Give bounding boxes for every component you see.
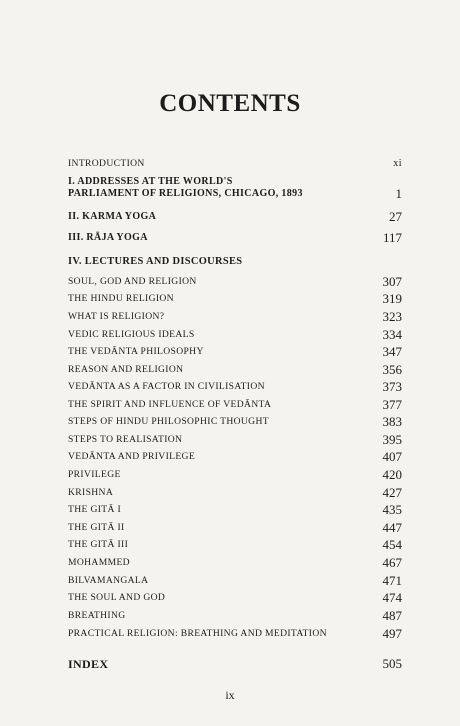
toc-entry-page: 447 <box>382 520 402 535</box>
toc-entry-title: BILVAMANGALA <box>68 575 149 586</box>
toc-entry <box>68 575 402 587</box>
toc-entry-page: 471 <box>382 573 402 588</box>
toc-entry-page: 395 <box>382 432 402 447</box>
toc-entry <box>68 346 402 358</box>
toc-entry-page: 454 <box>382 537 402 552</box>
toc-entry <box>68 176 402 200</box>
toc-entry-page: 383 <box>382 414 402 429</box>
toc-section-heading <box>68 256 402 268</box>
toc-entry-page: 27 <box>389 209 402 224</box>
toc-entry <box>68 381 402 393</box>
toc-entry-title: SOUL, GOD AND RELIGION <box>68 276 197 287</box>
toc-entry-title: THE SPIRIT AND INFLUENCE OF VEDĀNTA <box>68 399 272 410</box>
toc-entry-page: 435 <box>382 502 402 517</box>
toc-entry <box>68 399 402 411</box>
toc-entry-title: THE GITĀ III <box>68 539 129 550</box>
toc-entry-title: THE GITĀ II <box>68 522 125 533</box>
toc-entry <box>68 487 402 499</box>
toc-entry-page: 323 <box>382 309 402 324</box>
toc-entry-title: VEDĀNTA AND PRIVILEGE <box>68 451 196 462</box>
toc-entry <box>68 592 402 604</box>
toc-entry-title: THE VEDĀNTA PHILOSOPHY <box>68 346 204 357</box>
toc-entry-page: 407 <box>382 449 402 464</box>
toc-entry <box>68 232 402 244</box>
toc-entry-title: BREATHING <box>68 610 126 621</box>
toc-entry-page: 474 <box>382 590 402 605</box>
toc-entry-page: 117 <box>382 230 402 245</box>
toc-entry-title: REASON AND RELIGION <box>68 364 184 375</box>
toc-entry-title: THE HINDU RELIGION <box>68 293 174 304</box>
toc-entry-page: 497 <box>382 626 402 641</box>
toc-entry-title: THE GITĀ I <box>68 504 122 515</box>
toc-entry-title: VEDĀNTA AS A FACTOR IN CIVILISATION <box>68 381 265 392</box>
toc-entry-title: WHAT IS RELIGION? <box>68 311 165 322</box>
toc-entry-page: 347 <box>382 344 402 359</box>
toc-entry-page: 307 <box>382 274 402 289</box>
toc-entry-page: 427 <box>382 485 402 500</box>
toc-entry-title: II. KARMA YOGA <box>68 211 157 222</box>
toc-entry-title: STEPS TO REALISATION <box>68 434 183 445</box>
toc-entry-title: THE SOUL AND GOD <box>68 592 166 603</box>
toc-entry-title: INTRODUCTION <box>68 158 145 169</box>
toc-entry <box>68 276 402 288</box>
toc-entry-page: 505 <box>382 656 402 671</box>
toc-entry-page: 377 <box>382 397 402 412</box>
toc-entry <box>68 539 402 551</box>
toc-entry <box>68 364 402 376</box>
toc-entry <box>68 522 402 534</box>
toc-entry <box>68 628 402 640</box>
toc-entry-page: 487 <box>382 608 402 623</box>
toc-entry <box>68 158 402 170</box>
toc-entry <box>68 211 402 223</box>
toc-entry-title: MOHAMMED <box>68 557 130 568</box>
page-number: ix <box>225 688 235 702</box>
toc-entry-page: 334 <box>382 327 402 342</box>
toc-entry <box>68 329 402 341</box>
toc-entry-title: IV. LECTURES AND DISCOURSES <box>68 256 243 267</box>
toc-entry <box>68 610 402 622</box>
toc-entry <box>68 557 402 569</box>
toc-entry <box>68 504 402 516</box>
toc-entry <box>68 311 402 323</box>
toc-entry-page: 319 <box>382 291 402 306</box>
toc-entry <box>68 416 402 428</box>
toc-entry-page: 373 <box>382 379 402 394</box>
toc-entry-title: VEDIC RELIGIOUS IDEALS <box>68 329 195 340</box>
toc-entry <box>68 451 402 463</box>
toc-entry-title: PRACTICAL RELIGION: BREATHING AND MEDITATION <box>68 628 327 639</box>
toc-entry-title: STEPS OF HINDU PHILOSOPHIC THOUGHT <box>68 416 269 427</box>
toc-entry-title: INDEX <box>68 657 109 671</box>
toc-entry-page: 420 <box>382 467 402 482</box>
toc-entry <box>68 469 402 481</box>
page-title: CONTENTS <box>159 90 301 117</box>
toc-entry-page: xi <box>393 158 402 169</box>
toc-entry <box>68 293 402 305</box>
toc-entry-page: 1 <box>395 186 402 201</box>
toc-entry-page: 467 <box>382 555 402 570</box>
toc-entry-title: I. ADDRESSES AT THE WORLD'S PARLIAMENT OF RELIGIONS, CHICAGO, 1893 <box>68 176 303 199</box>
toc-entry-title: KRISHNA <box>68 487 114 498</box>
toc-entry-title: III. RĀJA YOGA <box>68 232 148 243</box>
toc-entry-page: 356 <box>382 362 402 377</box>
toc-index-entry <box>68 658 402 670</box>
toc-entry-title: PRIVILEGE <box>68 469 121 480</box>
toc-entry <box>68 434 402 446</box>
